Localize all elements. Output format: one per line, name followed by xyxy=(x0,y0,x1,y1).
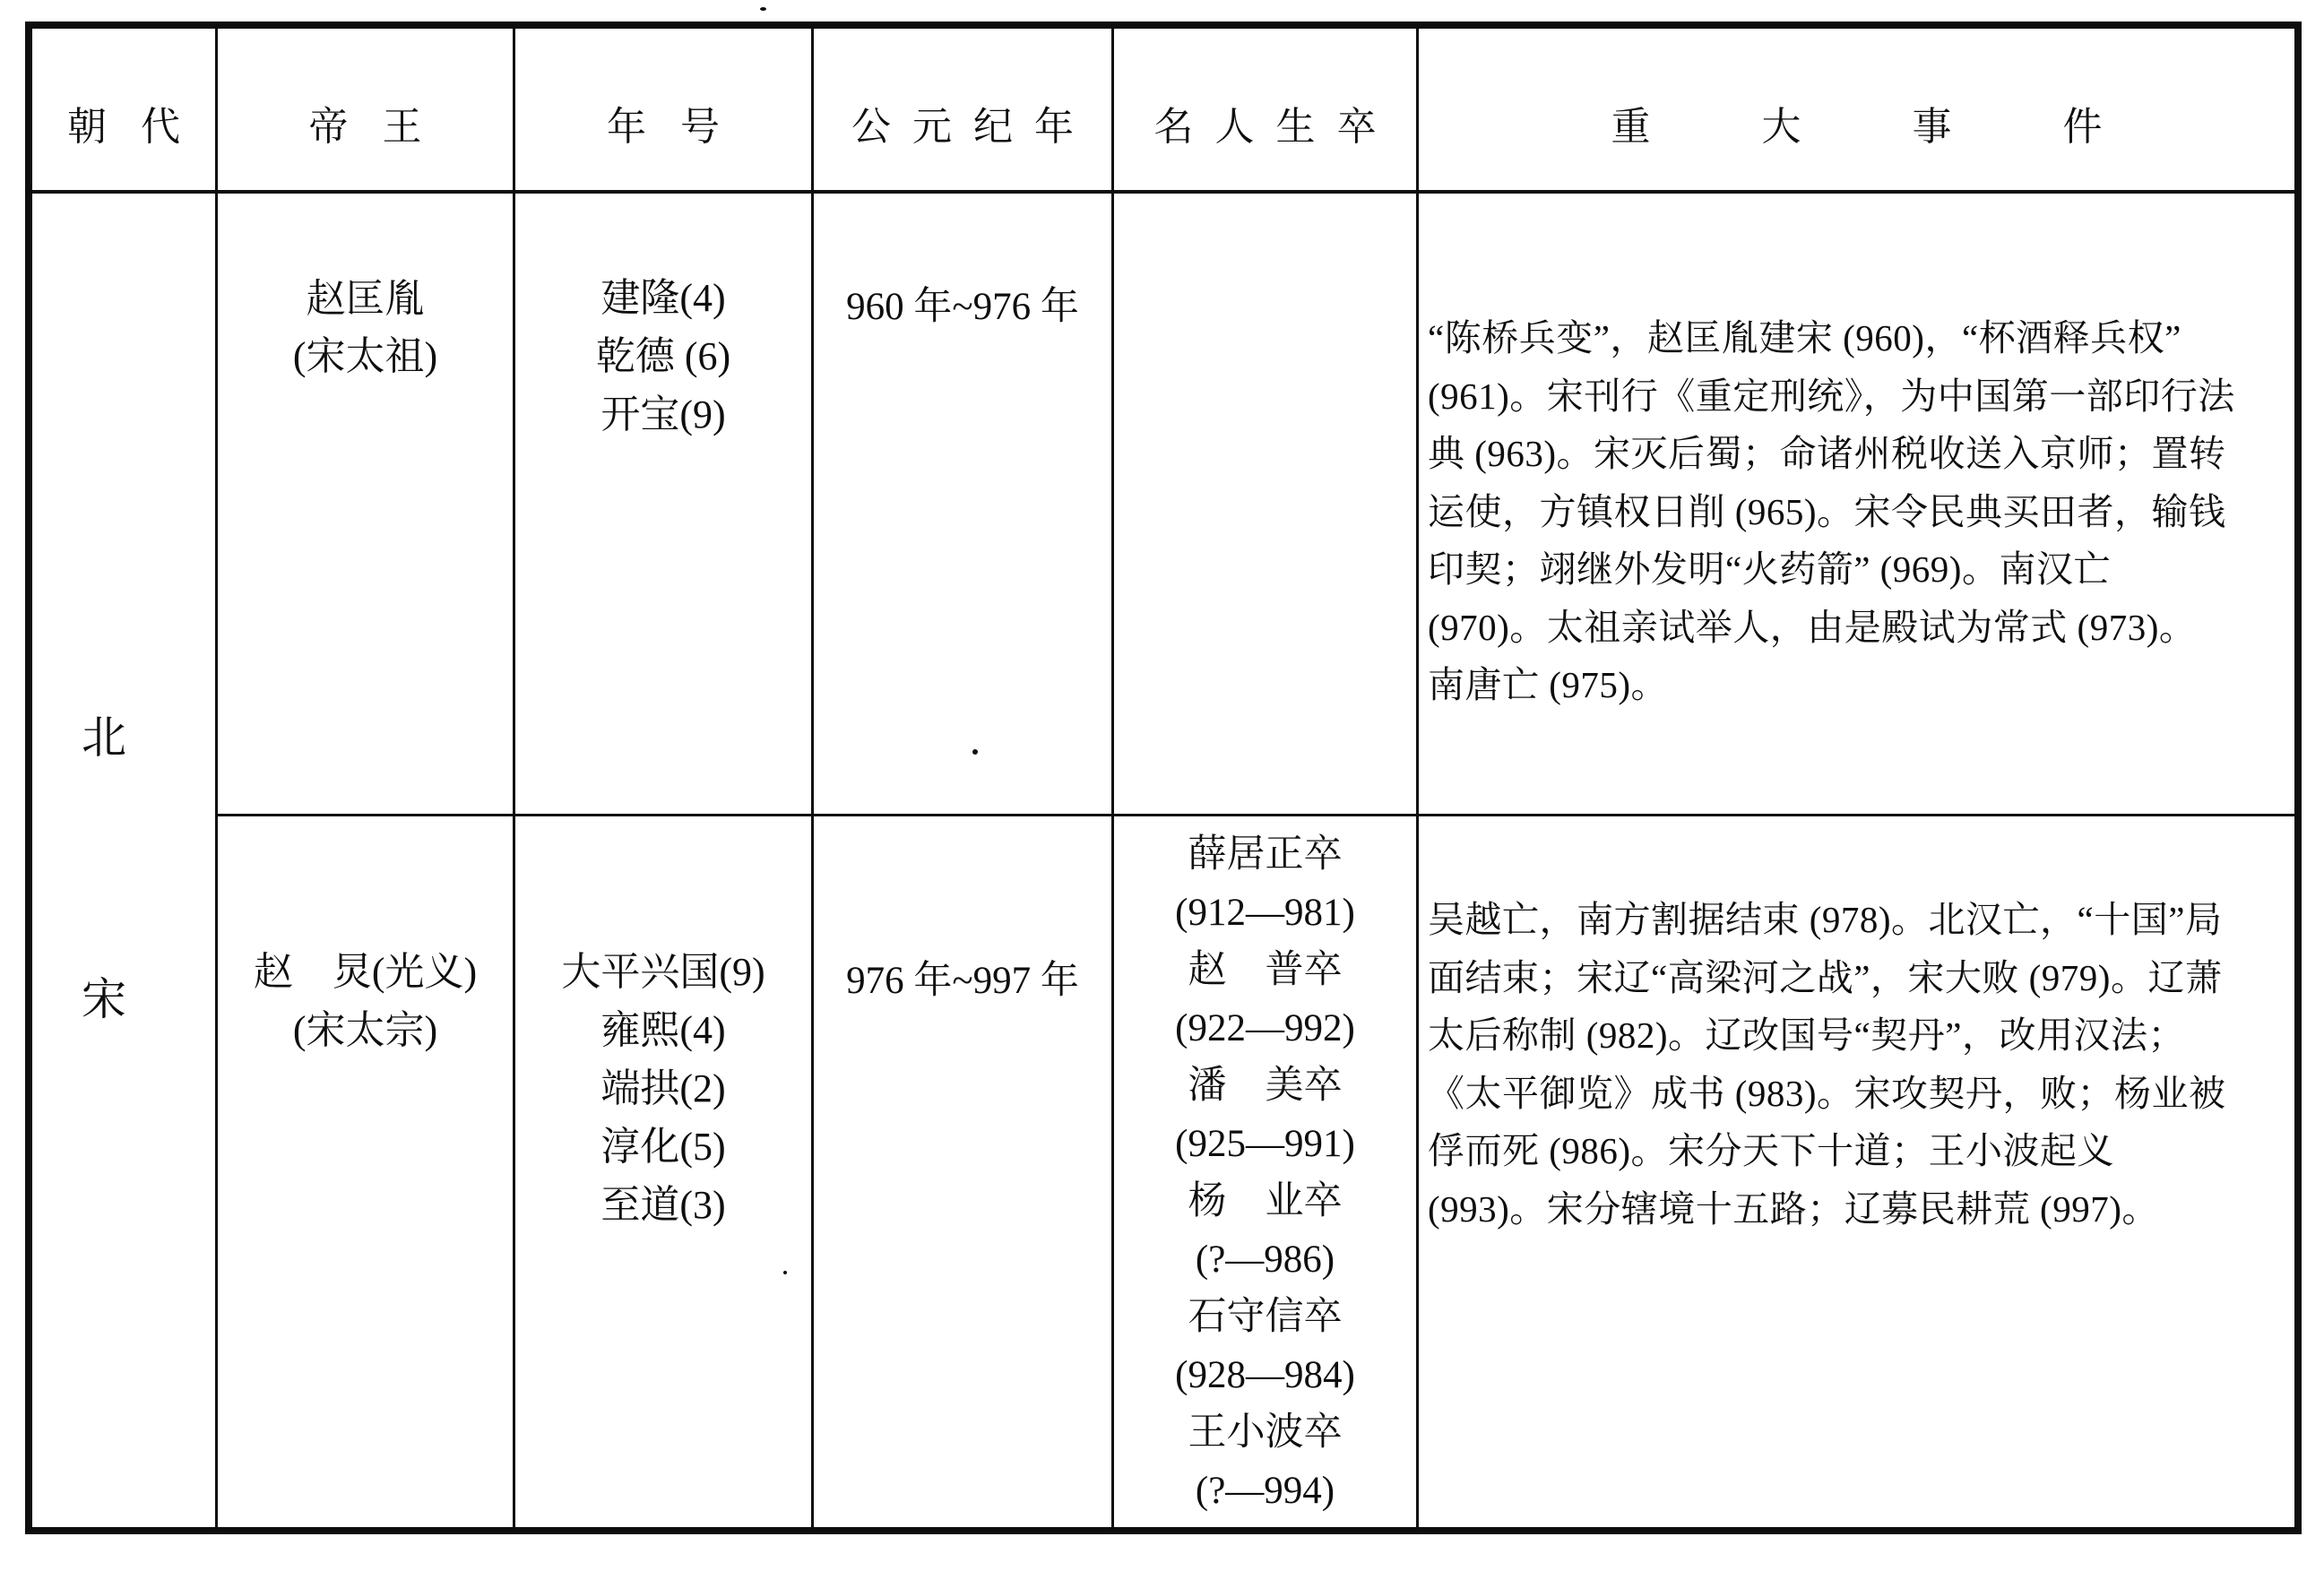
header-label-events: 重大事件 xyxy=(1611,105,2214,149)
notable-death-line: 杨 业卒 xyxy=(1188,1180,1343,1222)
notable-death-line: 石守信卒 xyxy=(1188,1296,1343,1338)
event-text-line: 南唐亡 (975)。 xyxy=(1428,664,1669,705)
event-text-line: 太后称制 (982)。辽改国号“契丹”，改用汉法； xyxy=(1428,1014,2185,1056)
cell-emperor-taizong xyxy=(215,814,513,1527)
era-name-line: 乾德 (6) xyxy=(595,334,731,378)
cell-ad-years-taizong xyxy=(811,814,1111,1527)
header-label-era: 年号 xyxy=(607,105,754,149)
header-label-notables: 名人生卒 xyxy=(1153,105,1398,149)
header-cell-dynasty xyxy=(32,29,215,190)
cell-era-names-taizong xyxy=(513,814,811,1527)
event-text-line: (993)。宋分辖境十五路；辽募民耕荒 (997)。 xyxy=(1428,1187,2159,1230)
cell-notables-taizu-empty xyxy=(1111,190,1416,814)
ad-year-range: 960 年~976 年 xyxy=(846,286,1079,328)
ad-year-range: 976 年~997 年 xyxy=(846,960,1079,1002)
event-text-line: 俘而死 (986)。宋分天下十道；王小波起义 xyxy=(1428,1130,2115,1171)
era-name-line: 端拱(2) xyxy=(600,1066,726,1110)
notable-death-line: (?—986) xyxy=(1195,1238,1335,1281)
notable-death-line: 潘 美卒 xyxy=(1188,1065,1343,1107)
event-text-line: 《太平御览》成书 (983)。宋攻契丹，败；杨业被 xyxy=(1428,1072,2226,1114)
cell-events-taizong xyxy=(1416,814,2294,1527)
event-text-line: (970)。太祖亲试举人，由是殿试为常式 (973)。 xyxy=(1428,606,2197,648)
era-name-line: 建隆(4) xyxy=(600,276,726,320)
header-cell-ad-years xyxy=(811,29,1111,190)
header-cell-era xyxy=(513,29,811,190)
event-text-line: 印契；翊继外发明“火药箭” (969)。南汉亡 xyxy=(1428,548,2111,590)
dynasty-char-north: 北 xyxy=(82,712,126,763)
cell-events-taizu xyxy=(1416,190,2294,814)
cell-emperor-taizu xyxy=(215,190,513,814)
notable-death-line: (912—981) xyxy=(1175,891,1355,934)
notable-death-line: 薛居正卒 xyxy=(1188,833,1343,876)
emperor-name-line: (宋太祖) xyxy=(292,334,438,378)
cell-ad-years-taizu xyxy=(811,190,1111,814)
header-label-ad-years: 公元纪年 xyxy=(851,105,1095,149)
header-cell-notables xyxy=(1111,29,1416,190)
scan-speckle xyxy=(972,749,978,755)
scan-speckle xyxy=(760,7,766,11)
scan-speckle xyxy=(783,1271,787,1274)
notable-death-line: 赵 普卒 xyxy=(1188,949,1343,991)
notable-death-line: (922—992) xyxy=(1175,1006,1355,1049)
era-name-line: 至道(3) xyxy=(600,1183,726,1227)
notable-death-line: (925—991) xyxy=(1175,1122,1355,1165)
cell-dynasty-northern-song xyxy=(32,190,215,1527)
emperor-name-line: (宋太宗) xyxy=(292,1008,438,1052)
era-name-line: 大平兴国(9) xyxy=(561,950,765,994)
header-cell-events xyxy=(1416,29,2294,190)
era-name-line: 淳化(5) xyxy=(600,1125,726,1169)
event-text-line: 吴越亡，南方割据结束 (978)。北汉亡，“十国”局 xyxy=(1428,899,2223,940)
cell-notables-taizong xyxy=(1111,814,1416,1527)
notable-death-line: 王小波卒 xyxy=(1188,1411,1343,1454)
header-label-emperor: 帝王 xyxy=(308,105,456,149)
era-name-line: 雍熙(4) xyxy=(600,1008,726,1052)
header-label-dynasty: 朝代 xyxy=(67,105,214,149)
emperor-name-line: 赵 炅(光义) xyxy=(253,950,478,994)
notable-death-line: (928—984) xyxy=(1175,1353,1355,1396)
event-text-line: “陈桥兵变”，赵匡胤建宋 (960)，“杯酒释兵权” xyxy=(1428,317,2181,358)
notable-death-line: (?—994) xyxy=(1195,1469,1335,1512)
event-text-line: 面结束；宋辽“高梁河之战”，宋大败 (979)。辽萧 xyxy=(1428,956,2223,998)
song-dynasty-chronology-table xyxy=(25,22,2302,1534)
era-name-line: 开宝(9) xyxy=(600,393,726,436)
event-text-line: 运使，方镇权日削 (965)。宋令民典买田者，输钱 xyxy=(1428,490,2226,532)
cell-era-names-taizu xyxy=(513,190,811,814)
header-cell-emperor xyxy=(215,29,513,190)
emperor-name-line: 赵匡胤 xyxy=(306,277,425,321)
scan-speckle xyxy=(28,502,32,510)
event-text-line: 典 (963)。宋灭后蜀；命诸州税收送入京师；置转 xyxy=(1428,433,2226,474)
dynasty-char-song: 宋 xyxy=(82,974,126,1024)
event-text-line: (961)。宋刊行《重定刑统》，为中国第一部印行法 xyxy=(1428,375,2235,417)
